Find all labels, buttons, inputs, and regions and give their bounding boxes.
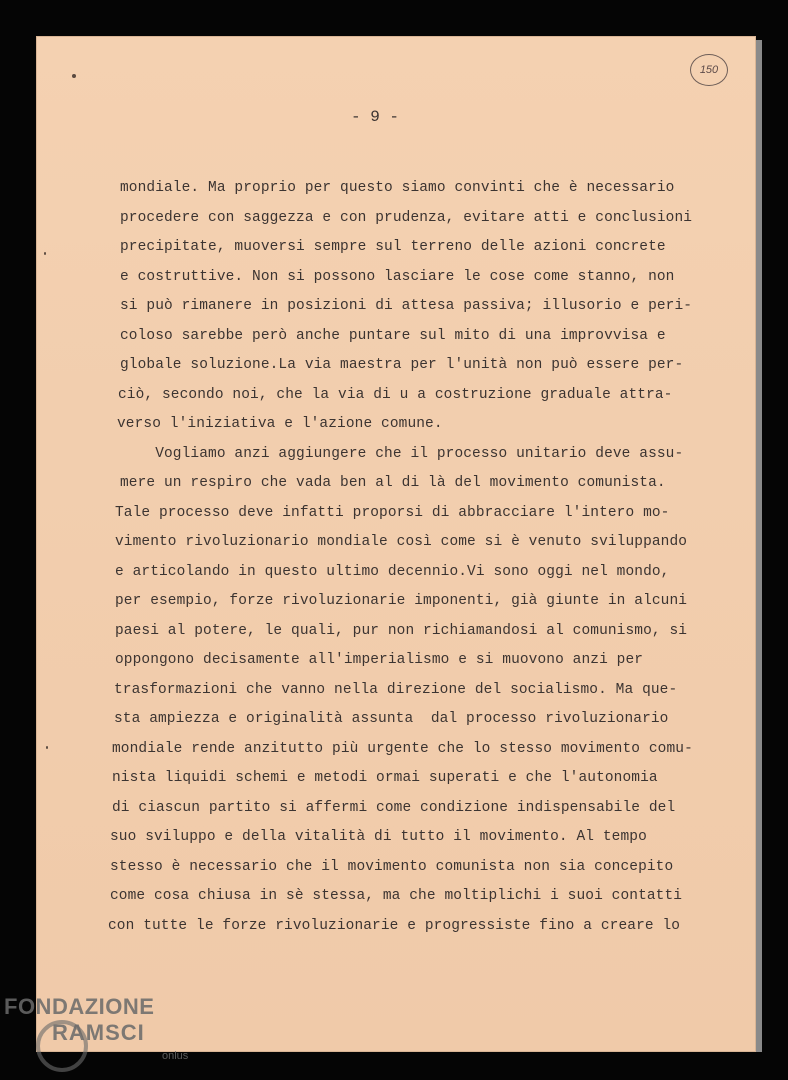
text-line: come cosa chiusa in sè stessa, ma che moltiplichi i suoi contatti [110,888,683,904]
text-line: sta ampiezza e originalità assunta dal processo rivoluzionario [114,711,669,727]
text-line: vimento rivoluzionario mondiale così come si è venuto sviluppando [115,534,688,550]
text-line: nista liquidi schemi e metodi ormai superati e che l'autonomia [112,770,658,786]
text-line: suo sviluppo e della vitalità di tutto il movimento. Al tempo [110,829,647,845]
text-line: Tale processo deve infatti proporsi di abbracciare l'intero mo- [115,504,670,521]
text-line: ciò, secondo noi, che la via di u a costruzione graduale attra- [118,386,673,403]
paper-speck [44,252,46,255]
watermark-line-3: onlus [162,1050,189,1062]
text-line: trasformazioni che vanno nella direzione del socialismo. Ma que- [114,681,678,698]
text-line: mondiale rende anzitutto più urgente che lo stesso movimento comu- [112,740,693,757]
text-line: paesi al potere, le quali, pur non richiamandosi al comunismo, si [115,622,688,639]
text-line: procedere con saggezza e con prudenza, evitare atti e conclusioni [120,209,693,226]
text-line: mere un respiro che vada ben al di là del movimento comunista. [120,475,666,491]
archive-page-number: 150 [690,54,728,86]
text-line: e articolando in questo ultimo decennio.Vi sono oggi nel mondo, [115,563,670,580]
watermark-line-2: RAMSCI [52,1020,145,1045]
watermark-line-1: FONDAZIONE [4,994,155,1019]
typewritten-text [110,174,720,941]
text-line: oppongono decisamente all'imperialismo e si muovono anzi per [115,652,644,668]
text-line: mondiale. Ma proprio per questo siamo convinti che è necessario [120,180,675,196]
text-line: stesso è necessario che il movimento comunista non sia concepito [110,858,674,875]
text-line: per esempio, forze rivoluzionarie imponenti, già giunte in alcuni [115,593,688,609]
paper-speck [46,746,48,749]
text-line: si può rimanere in posizioni di attesa passiva; illusorio e peri- [120,298,693,314]
paper-speck [72,74,76,78]
text-line: precipitate, muoversi sempre sul terreno delle azioni concrete [120,239,666,255]
text-line: Vogliamo anzi aggiungere che il processo unitario deve assu- [120,445,684,462]
text-line: con tutte le forze rivoluzionarie e progressiste fino a creare lo [108,917,681,934]
text-line: verso l'iniziativa e l'azione comune. [117,416,443,432]
text-line: coloso sarebbe però anche puntare sul mito di una improvvisa e [120,327,666,344]
foundation-watermark [2,992,202,1072]
text-line: globale soluzione.La via maestra per l'unità non può essere per- [120,357,684,373]
page-number: - 9 - [350,108,399,126]
text-line: di ciascun partito si affermi come condizione indispensabile del [112,799,676,816]
text-line: e costruttive. Non si possono lasciare le cose come stanno, non [120,268,675,285]
